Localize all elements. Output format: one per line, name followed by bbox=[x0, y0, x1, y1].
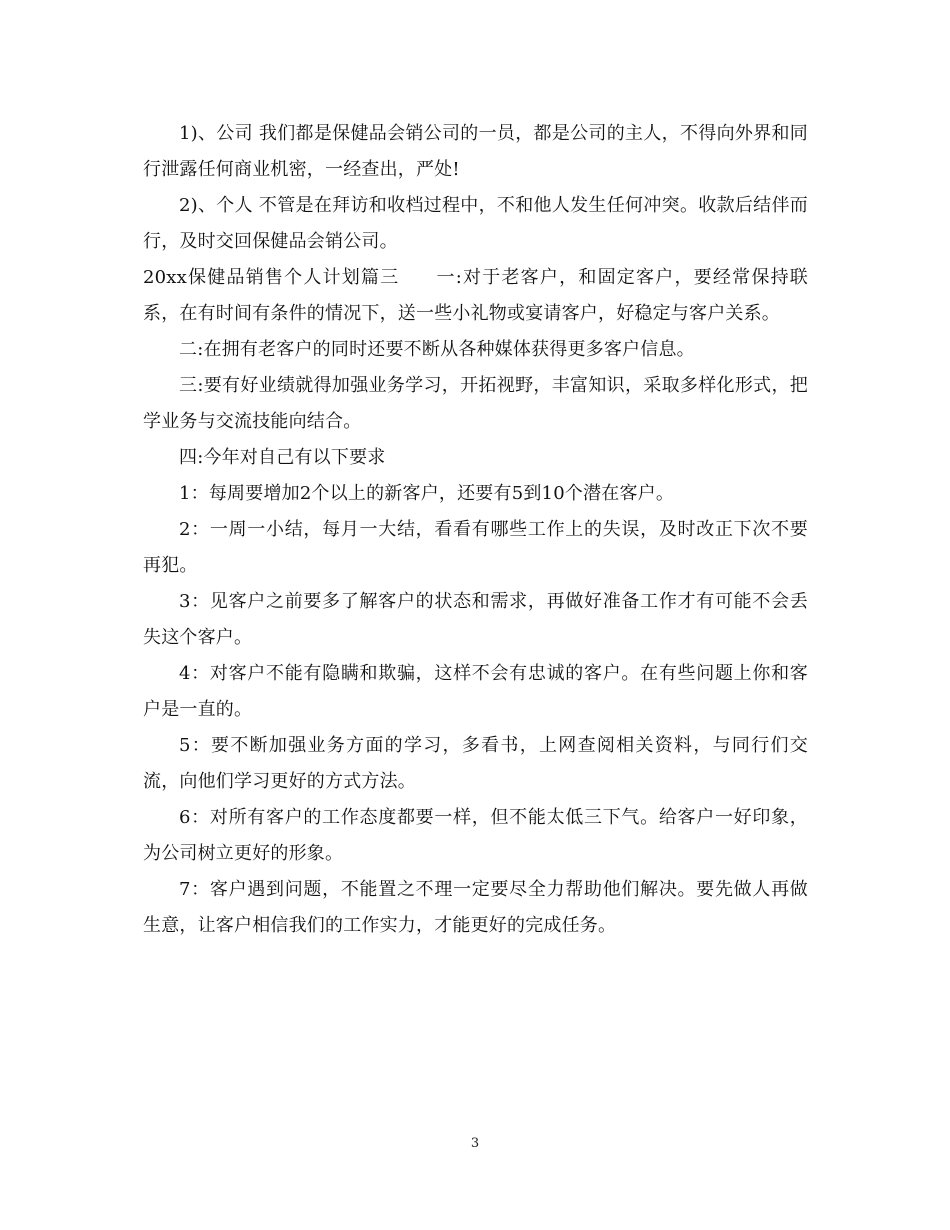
list-item-2: 2：一周一小结，每月一大结，看看有哪些工作上的失误，及时改正下次不要再犯。 bbox=[143, 519, 808, 576]
paragraph-plan-three-intro bbox=[143, 260, 808, 332]
list-item-4: 4：对客户不能有隐瞒和欺骗，这样不会有忠诚的客户。在有些问题上你和客户是一直的。 bbox=[143, 663, 808, 720]
paragraph-item-three: 三:要有好业绩就得加强业务学习，开拓视野，丰富知识，采取多样化形式，把学业务与交流技能向结合。 bbox=[143, 375, 808, 432]
list-item-1: 1：每周要增加2个以上的新客户，还要有5到10个潜在客户。 bbox=[179, 483, 675, 504]
page-number: 3 bbox=[470, 1136, 480, 1151]
list-item-7: 7：客户遇到问题，不能置之不理一定要尽全力帮助他们解决。要先做人再做生意，让客户相信我们的工作实力，才能更好的完成任务。 bbox=[143, 879, 808, 936]
list-item-6: 6：对所有客户的工作态度都要一样，但不能太低三下气。给客户一好印象，为公司树立更好的形象。 bbox=[143, 807, 808, 864]
paragraph-company-confidentiality: 1)、公司 我们都是保健品会销公司的一员，都是公司的主人，不得向外界和同行泄露任何商业机密，一经查出，严处! bbox=[143, 123, 808, 180]
paragraph-item-two: 二:在拥有老客户的同时还要不断从各种媒体获得更多客户信息。 bbox=[179, 339, 695, 360]
section-heading: 20xx保健品销售个人计划篇三 bbox=[143, 267, 400, 288]
paragraph-item-four: 四:今年对自己有以下要求 bbox=[179, 447, 386, 468]
section-first-item: 一:对于老客户，和固定客户，要经常保持联系，在有时间有条件的情况下，送一些小礼物或宴请客户，好稳定与客户关系。 bbox=[143, 267, 808, 324]
paragraph-personal-conduct: 2)、个人 不管是在拜访和收档过程中，不和他人发生任何冲突。收款后结伴而行，及时交回保健品会销公司。 bbox=[143, 195, 808, 252]
list-item-5: 5：要不断加强业务方面的学习，多看书，上网查阅相关资料，与同行们交流，向他们学习更好的方式方法。 bbox=[143, 735, 808, 792]
list-item-3: 3：见客户之前要多了解客户的状态和需求，再做好准备工作才有可能不会丢失这个客户。 bbox=[143, 591, 808, 648]
document-body bbox=[143, 116, 808, 944]
